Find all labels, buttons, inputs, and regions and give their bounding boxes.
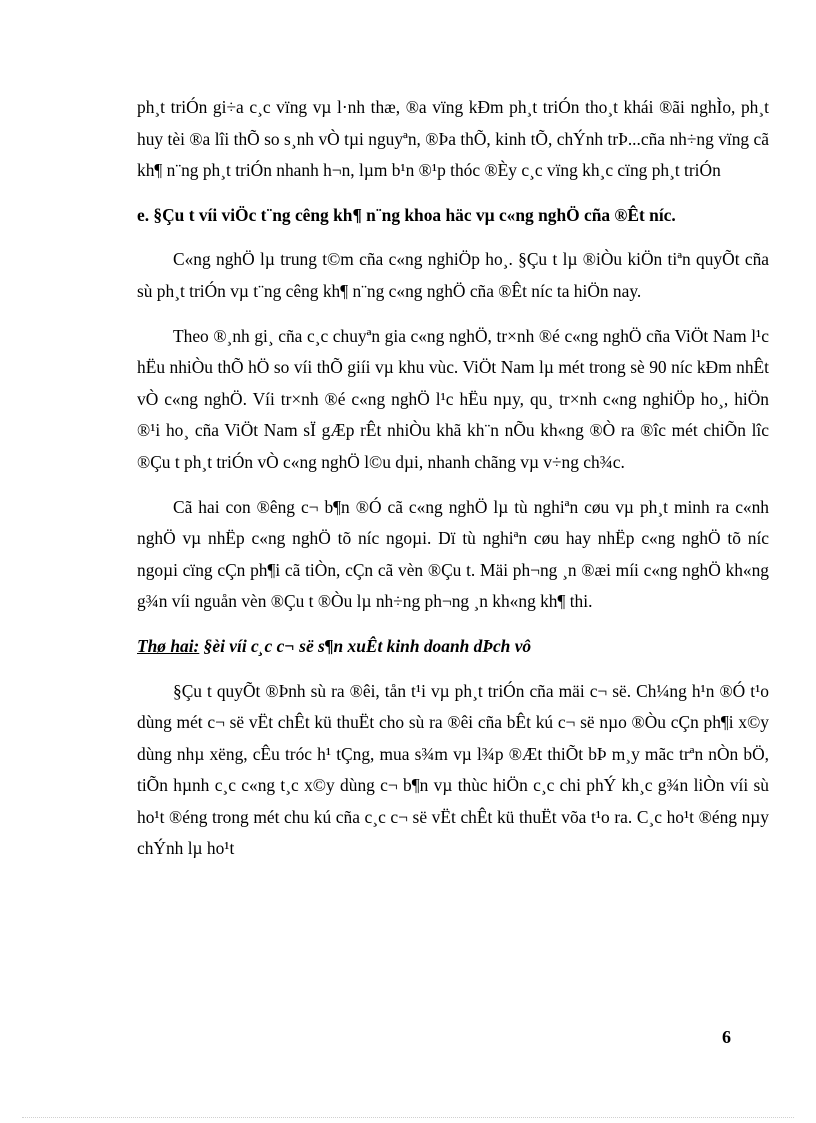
paragraph-continuation: ph¸t triÓn gi÷a c¸c vïng vµ l·nh thæ, ®a vïng kÐm ph¸t triÓn tho¸t khái ®ãi nghÌo, ph¸t huy tèi ®a lîi thÕ so s¸nh vÒ tµi nguyªn, ®Þa thÕ, kinh tÕ, chÝnh trÞ...cña nh÷ng vïng cã kh¶ n¨ng ph¸t triÓn nhanh h¬n, lµm b¹n ®¹p thóc ®Èy c¸c vïng kh¸c cïng ph¸t triÓn (137, 97, 769, 181)
paragraph-two-paths: Cã hai con ®êng c¬ b¶n ®Ó cã c«ng nghÖ lµ tù nghiªn cøu vµ ph¸t minh ra c«nh nghÖ vµ nhËp c«ng nghÖ tõ níc ngoµi. Dï tù nghiªn cøu hay nhËp c«ng nghÖ tõ níc ngoµi cïng cÇn ph¶i cã tiÒn, cÇn cã vèn ®Çu t. Mäi ph¬ng ¸n ®æi míi c«ng nghÖ kh«ng g¾n víi nguån vèn ®Çu t ®Òu lµ nh÷ng ph¬ng ¸n kh«ng kh¶ thi. (137, 496, 769, 612)
document-body (137, 92, 769, 878)
paragraph-expert-assessment: Theo ®¸nh gi¸ cña c¸c chuyªn gia c«ng nghÖ, tr×nh ®é c«ng nghÖ cña ViÖt Nam l¹c hËu nhiÒu thÕ hÖ so víi thÕ giíi vµ khu vùc. ViÖt Nam lµ mét trong sè 90 níc kÐm nhÊt vÒ c«ng nghÖ. Víi tr×nh ®é c«ng nghÖ l¹c hËu nµy, qu¸ tr×nh c«ng nghiÖp ho¸, hiÖn ®¹i ho¸ cña ViÖt Nam sÏ gÆp rÊt nhiÒu khã kh¨n nÕu kh«ng ®Ò ra ®îc mét chiÕn lîc ®Çu t ph¸t triÓn vÒ c«ng nghÖ l©u dµi, nhanh chãng vµ v÷ng ch¾c. (137, 325, 769, 472)
section-heading-e: e. §Çu t víi viÖc t¨ng cêng kh¶ n¨ng khoa häc vµ c«ng nghÖ cña ®Êt níc. (137, 204, 676, 225)
subheading-label: Thø hai: (137, 635, 200, 656)
page-number: 6 (722, 1027, 731, 1047)
subheading-second (137, 631, 769, 663)
footer-divider (22, 1117, 794, 1118)
paragraph-investment-decides: §Çu t quyÕt ®Þnh sù ra ®êi, tån t¹i vµ ph¸t triÓn cña mäi c¬ së. Ch¼ng h¹n ®Ó t¹o dùng mét c¬ së vËt chÊt kü thuËt cho sù ra ®êi cña bÊt kú c¬ së nµo ®Òu cÇn ph¶i x©y dùng nhµ xëng, cÊu tróc h¹ tÇng, mua s¾m vµ l¾p ®Æt thiÕt bÞ m¸y mãc trªn nÒn bÖ, tiÕn hµnh c¸c c«ng t¸c x©y dùng c¬ b¶n vµ thùc hiÖn c¸c chi phÝ kh¸c g¾n liÒn víi sù ho¹t ®éng trong mét chu kú cña c¸c c¬ së vËt chÊt kü thuËt võa t¹o ra. C¸c ho¹t ®éng nµy chÝnh lµ ho¹t (137, 680, 769, 859)
paragraph-technology-center: C«ng nghÖ lµ trung t©m cña c«ng nghiÖp ho¸. §Çu t lµ ®iÒu kiÖn tiªn quyÕt cña sù ph¸t triÓn vµ t¨ng cêng kh¶ n¨ng c«ng nghÖ cña ®Êt níc ta hiÖn nay. (137, 249, 769, 301)
subheading-text: §èi víi c¸c c¬ së s¶n xuÊt kinh doanh dÞch vô (199, 635, 532, 656)
